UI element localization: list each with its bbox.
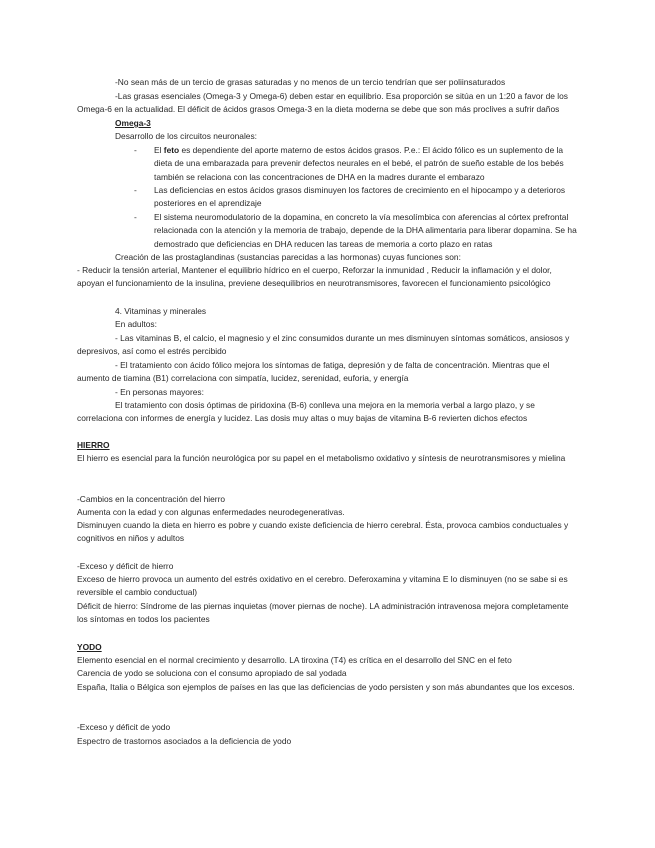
bullet-text (154, 144, 577, 184)
yodo-exceso-1: Espectro de trastornos asociados a la deficiencia de yodo (77, 736, 292, 746)
vitaminas-line-2: - El tratamiento con ácido fólico mejora los síntomas de fatiga, depresión y de falta de concentración. Mientras que el aumento de tiamina (B1) correlaciona con simpatía, lucidez, serenidad, euforia, y energía (77, 360, 550, 384)
bullet-text: Las deficiencias en estos ácidos grasos disminuyen los factores de crecimiento en el hipocampo y a deterioros posteriores en el aprendizaje (154, 185, 566, 209)
circuitos-label: Desarrollo de los circuitos neuronales: (115, 131, 257, 141)
hierro-heading: HIERRO (77, 440, 110, 450)
adultos-label: En adultos: (115, 319, 157, 329)
yodo-heading: YODO (77, 642, 102, 652)
yodo-heading-row (77, 641, 577, 654)
hierro-exceso-2: Déficit de hierro: Síndrome de las piernas inquietas (mover piernas de noche). LA administración intravenosa mejora completamente los síntomas en todos los pacientes (77, 601, 569, 625)
omega-line-1: -No sean más de un tercio de grasas saturadas y no menos de un tercio tendrían que ser poliinsaturados (115, 77, 506, 87)
bullet-dopamina (77, 211, 577, 251)
omega-line-2: -Las grasas esenciales (Omega-3 y Omega-6) deben estar en equilibrio. Esa proporción se sitúa en un 1:20 a favor de los Omega-6 en la actualidad. El déficit de ácidos grasos Omega-3 en la dieta moderna se debe que son más proclives a sufrir daños (77, 91, 568, 115)
bullet-dash: - (134, 145, 137, 155)
yodo-exceso-title: -Exceso y déficit de yodo (77, 722, 171, 732)
hierro-cambios-title: -Cambios en la concentración del hierro (77, 494, 226, 504)
hierro-heading-row (77, 439, 577, 452)
omega3-heading-row (77, 117, 577, 130)
hierro-exceso-1: Exceso de hierro provoca un aumento del estrés oxidativo en el cerebro. Deferoxamina y vitamina E lo disminuyen (no se sabe si es reversible el cambio conductual) (77, 574, 568, 598)
hierro-exceso-title: -Exceso y déficit de hierro (77, 561, 174, 571)
hierro-cambios-2: Disminuyen cuando la dieta en hierro es pobre y cuando existe deficiencia de hierro cerebral. Ésta, provoca cambios conductuales y cognitivos en niños y adultos (77, 520, 569, 544)
bullet-feto (77, 144, 577, 184)
funciones-line: - Reducir la tensión arterial, Mantener el equilibrio hídrico en el cuerpo, Reforzar la inmunidad , Reducir la inflamación y el dolor, apoyan el funcionamiento de la insulina, previene desequilibrios en neurotransmisores, favorecen el funcionamiento psicológico (77, 265, 552, 289)
vitaminas-line-1: - Las vitaminas B, el calcio, el magnesio y el zinc consumidos durante un mes disminuyen síntomas somáticos, ansiosos y depresivos, así como el estrés percibido (77, 333, 570, 357)
bullet-deficiencias (77, 184, 577, 211)
bullet-dash: - (134, 212, 137, 222)
bullet-dash: - (134, 185, 137, 195)
hierro-intro: El hierro es esencial para la función neurológica por su papel en el metabolismo oxidativo y síntesis de neurotransmisores y mielina (77, 453, 566, 463)
hierro-cambios-1: Aumenta con la edad y con algunas enfermedades neurodegenerativas. (77, 507, 345, 517)
yodo-line-3: España, Italia o Bélgica son ejemplos de países en las que las deficiencias de yodo persisten y son más abundantes que los excesos. (77, 682, 575, 692)
yodo-line-2: Carencia de yodo se soluciona con el consumo apropiado de sal yodada (77, 668, 347, 678)
mayores-label: - En personas mayores: (115, 387, 204, 397)
bullet-bold-word: feto (163, 145, 180, 155)
bullet-text-pre: El (154, 145, 164, 155)
vitaminas-title: 4. Vitaminas y minerales (115, 306, 207, 316)
omega3-heading: Omega-3 (115, 118, 151, 128)
yodo-line-1: Elemento esencial en el normal crecimiento y desarrollo. LA tiroxina (T4) es crítica en el desarrollo del SNC en el feto (77, 655, 512, 665)
bullet-text-post: es dependiente del aporte materno de estos ácidos grasos. P.e.: El ácido fólico es un suplemento de la dieta de una embarazada para prevenir defectos neurales en el bebé, el patrón de sueño estable de los bebés también se relaciona con las concentraciones de DHA en la madres durante el embarazo (154, 145, 564, 182)
prostaglandinas-line: Creación de las prostaglandinas (sustancias parecidas a las hormonas) cuyas funciones son: (115, 252, 461, 262)
vitaminas-line-3: El tratamiento con dosis óptimas de piridoxina (B-6) conlleva una mejora en la memoria verbal a largo plazo, y se correlaciona con informes de energía y lucidez. Las dosis muy altas o muy bajas de vitamina B-6 revierten dichos efectos (77, 400, 535, 424)
bullet-text: El sistema neuromodulatorio de la dopamina, en concreto la vía mesolímbica con aferencias al córtex prefrontal relacionada con la atención y la memoria de trabajo, depende de la DHA alimentaria para liberar dopamina. Se ha demostrado que deficiencias en DHA reducen las tareas de memoria a corto plazo en ratas (154, 212, 577, 249)
